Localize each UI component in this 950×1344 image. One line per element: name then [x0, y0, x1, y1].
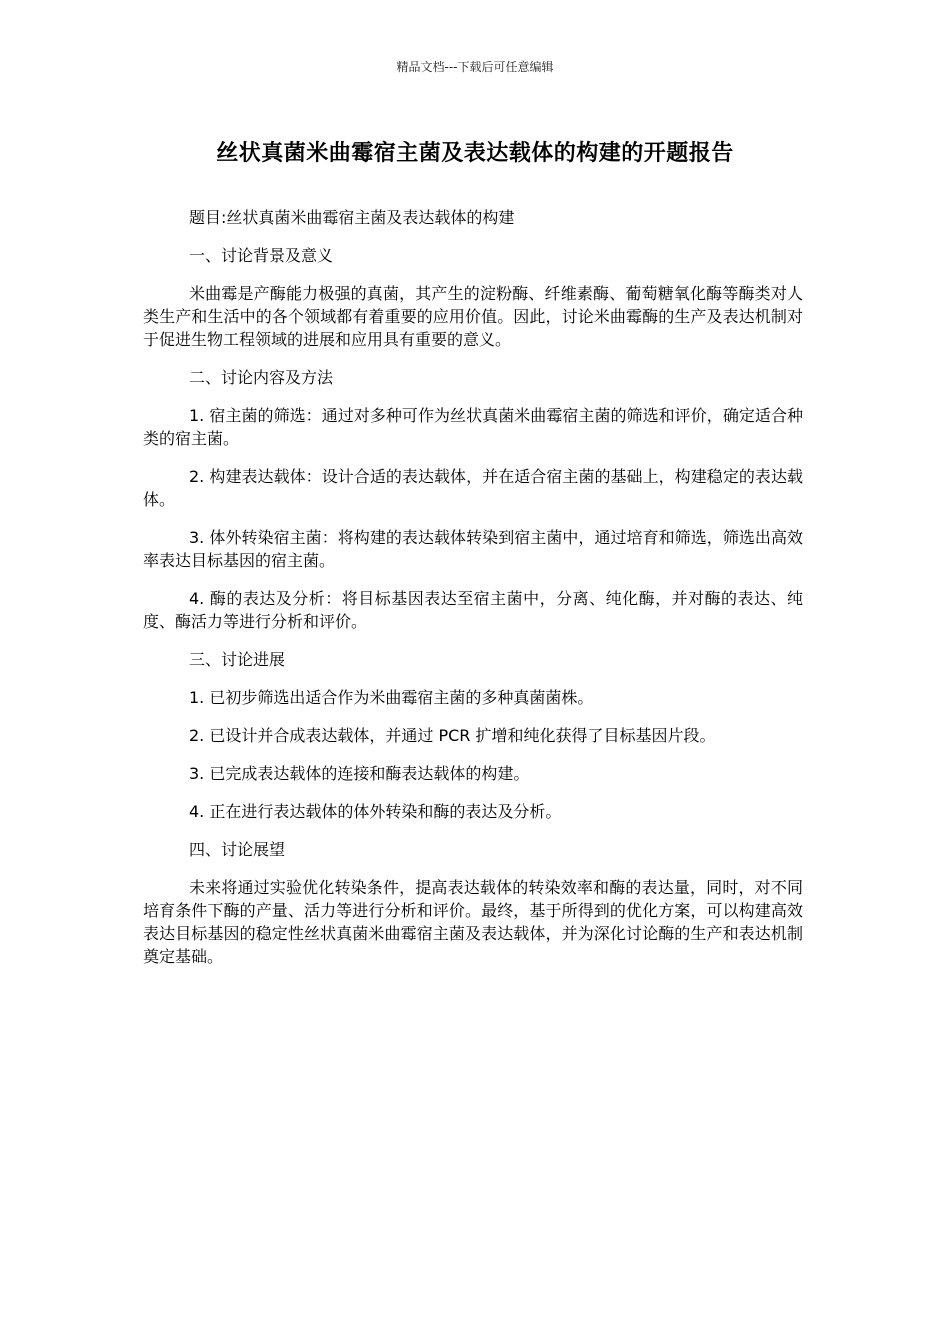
section-heading-methods: 二、讨论内容及方法: [189, 368, 334, 387]
document-body: [143, 206, 803, 983]
method-item-1: 1. 宿主菌的筛选：通过对多种可作为丝状真菌米曲霉宿主菌的筛选和评价，确定适合种类的宿主菌。: [143, 406, 803, 448]
method-item-3: 3. 体外转染宿主菌：将构建的表达载体转染到宿主菌中，通过培育和筛选，筛选出高效率表达目标基因的宿主菌。: [143, 528, 803, 570]
progress-item-2: 2. 已设计并合成表达载体，并通过 PCR 扩增和纯化获得了目标基因片段。: [189, 726, 716, 745]
background-paragraph: 米曲霉是产酶能力极强的真菌，其产生的淀粉酶、纤维素酶、葡萄糖氧化酶等酶类对人类生产和生活中的各个领域都有着重要的应用价值。因此，讨论米曲霉酶的生产及表达机制对于促进生物工程领域的进展和应用具有重要的意义。: [143, 284, 803, 349]
document-title: 丝状真菌米曲霉宿主菌及表达载体的构建的开题报告: [216, 141, 734, 166]
progress-item-3: 3. 已完成表达载体的连接和酶表达载体的构建。: [189, 764, 530, 783]
section-heading-background: 一、讨论背景及意义: [189, 246, 334, 265]
section-heading-progress: 三、讨论进展: [189, 650, 286, 669]
header-note: 精品文档---下载后可任意编辑: [396, 60, 554, 74]
topic-line: 题目:丝状真菌米曲霉宿主菌及表达载体的构建: [189, 208, 515, 227]
outlook-paragraph: 未来将通过实验优化转染条件，提高表达载体的转染效率和酶的表达量，同时，对不同培育条件下酶的产量、活力等进行分析和评价。最终，基于所得到的优化方案，可以构建高效表达目标基因的稳定性丝状真菌米曲霉宿主菌及表达载体，并为深化讨论酶的生产和表达机制奠定基础。: [143, 878, 803, 966]
section-heading-outlook: 四、讨论展望: [189, 840, 286, 859]
progress-item-1: 1. 已初步筛选出适合作为米曲霉宿主菌的多种真菌菌株。: [189, 688, 594, 707]
progress-item-4: 4. 正在进行表达载体的体外转染和酶的表达及分析。: [189, 802, 562, 821]
method-item-2: 2. 构建表达载体：设计合适的表达载体，并在适合宿主菌的基础上，构建稳定的表达载体。: [143, 467, 803, 509]
method-item-4: 4. 酶的表达及分析：将目标基因表达至宿主菌中，分离、纯化酶，并对酶的表达、纯度、酶活力等进行分析和评价。: [143, 589, 803, 631]
